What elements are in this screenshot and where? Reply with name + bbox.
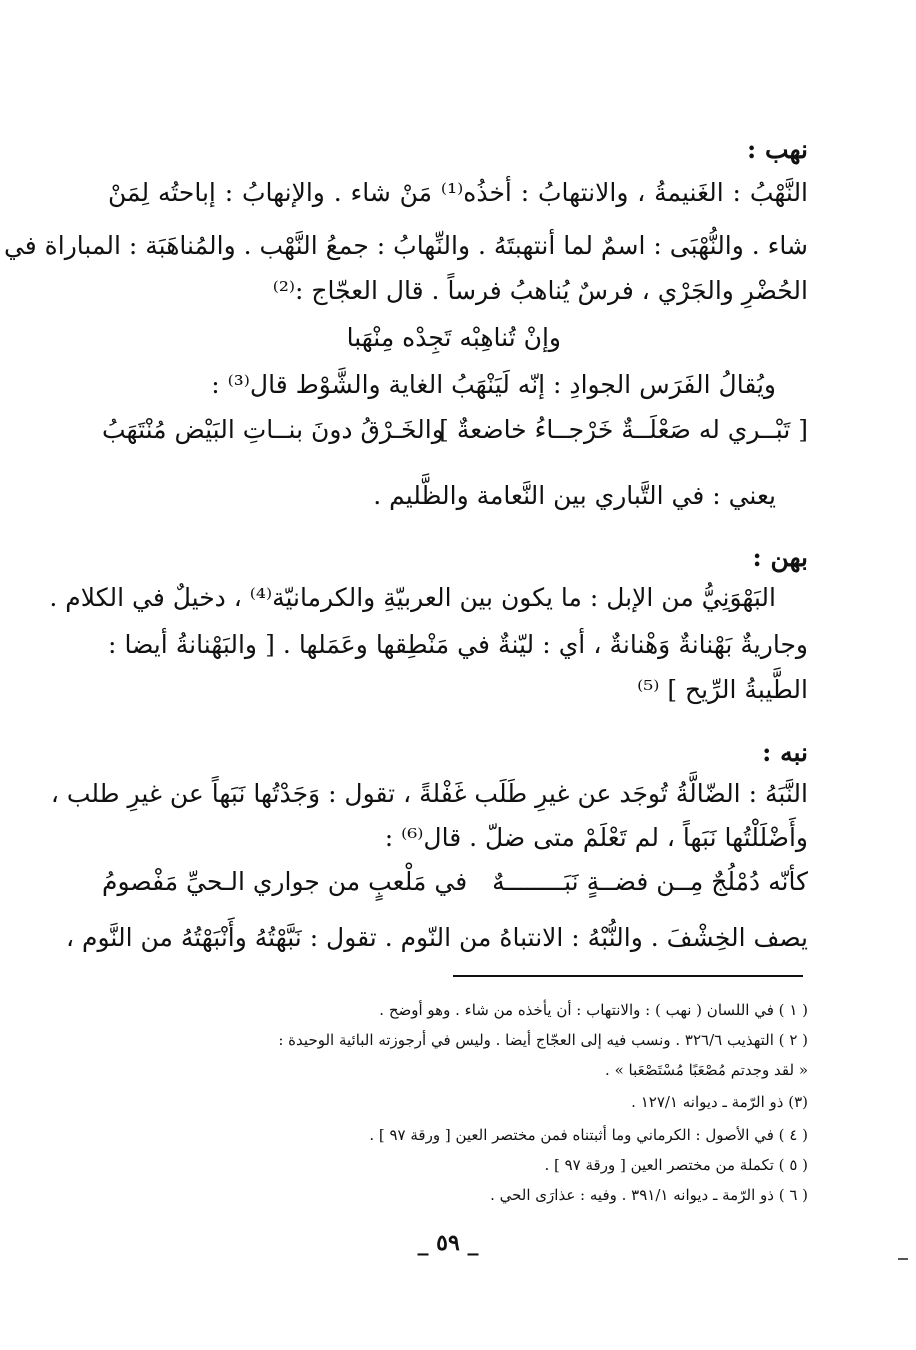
verse-hemistich: كأنّه دُمْلُجٌ مِــن فضــةٍ نَبَــــــــهٌ bbox=[492, 867, 808, 896]
footnote: ( ٦ ) ذو الرّمة ـ ديوانه ٣٩١/١ . وفيه : عذارَى الحي . bbox=[490, 1186, 808, 1204]
footnote: ( ٢ ) التهذيب ٣٢٦/٦ . ونسب فيه إلى العجّاج أيضا . وليس في أرجوزته البائية الوحيدة : bbox=[278, 1031, 808, 1049]
text-line: وجاريةٌ بَهْنانةٌ وَهْنانةٌ ، أي : ليّنةٌ في مَنْطِقها وعَمَلها . [ والبَهْنانةُ أيضا : bbox=[108, 630, 808, 659]
footnote: « لقد وجدتم مُصْعَبًا مُسْتَصْعَبا » . bbox=[605, 1061, 808, 1079]
text-line: يصف الخِشْفَ . والنُّبْهُ : الانتباهُ من النّوم . تقول : نَبَّهْتُهُ وأَنْبَهْتُهُ من النَّوم ، bbox=[66, 923, 808, 952]
entry-heading-nabah: نبه : bbox=[762, 738, 808, 767]
text-line: ويُقالُ الفَرَس الجوادِ : إنّه لَيَنْهَبُ الغاية والشَّوْط قال⁽³⁾ : bbox=[211, 370, 776, 399]
entry-heading-bahan: بهن : bbox=[752, 543, 808, 572]
footnote: ( ١ ) في اللسان ( نهب ) : والانتهاب : أن يأخذه من شاء . وهو أوضح . bbox=[379, 1001, 808, 1019]
footnote: ( ٤ ) في الأصول : الكرماني وما أثبتناه فمن مختصر العين [ ورقة ٩٧ ] . bbox=[369, 1126, 808, 1144]
verse-hemistich: [ تَبْــري له صَعْلَــةٌ خَرْجــاءُ خاضعةٌ ] bbox=[439, 415, 808, 444]
verse-line: وإنْ تُناهِبْه تَجِدْه مِنْهَبا bbox=[346, 323, 561, 352]
text-line: النَّبَهُ : الضّالَّةُ تُوجَد عن غيرِ طَلَب غَفْلةً ، تقول : وَجَدْتُها نَبَهاً عن غيرِ طلب ، bbox=[50, 779, 808, 808]
text-line: وأَضْلَلْتُها نَبَهاً ، لم تَعْلَمْ متى ضلّ . قال⁽⁶⁾ : bbox=[384, 823, 808, 852]
footnote: ( ٥ ) تكملة من مختصر العين [ ورقة ٩٧ ] . bbox=[544, 1156, 808, 1174]
text-line: شاء . والنُّهْبَى : اسمٌ لما أنتهبتَهُ . والنِّهابُ : جمعُ النَّهْب . والمُناهَبَة : المباراة في bbox=[3, 231, 808, 260]
verse-hemistich: والخَـرْقُ دونَ بنــاتِ البَيْض مُنْتَهَبُ bbox=[102, 415, 444, 444]
verse-couplet bbox=[102, 412, 808, 448]
footnote: (٣) ذو الرّمة ـ ديوانه ١٢٧/١ . bbox=[631, 1093, 808, 1111]
verse-hemistich: في مَلْعبٍ من جواري الـحيِّ مَفْصومُ bbox=[102, 867, 468, 896]
text-line: النَّهْبُ : الغَنيمةُ ، والانتهابُ : أخذُه⁽¹⁾ مَنْ شاء . والإنهابُ : إباحتُه لِمَنْ bbox=[108, 178, 809, 207]
entry-heading-nahab: نهب : bbox=[747, 135, 808, 164]
verse-couplet bbox=[102, 864, 808, 900]
text-line: الطَّيبةُ الرِّيح ] ⁽⁵⁾ bbox=[637, 675, 808, 704]
footnote-divider bbox=[453, 975, 803, 977]
text-line: يعني : في التَّباري بين النَّعامة والظَّليم . bbox=[373, 481, 776, 510]
text-line: الحُضْرِ والجَرْي ، فرسٌ يُناهبُ فرساً . قال العجّاج :⁽²⁾ bbox=[272, 276, 808, 305]
scan-mark bbox=[898, 1258, 908, 1260]
text-line: البَهْوَنِيُّ من الإبل : ما يكون بين العربيّةِ والكرمانيّة⁽⁴⁾ ، دخيلٌ في الكلام . bbox=[49, 583, 776, 612]
page-number: _ ٥٩ _ bbox=[417, 1230, 479, 1256]
